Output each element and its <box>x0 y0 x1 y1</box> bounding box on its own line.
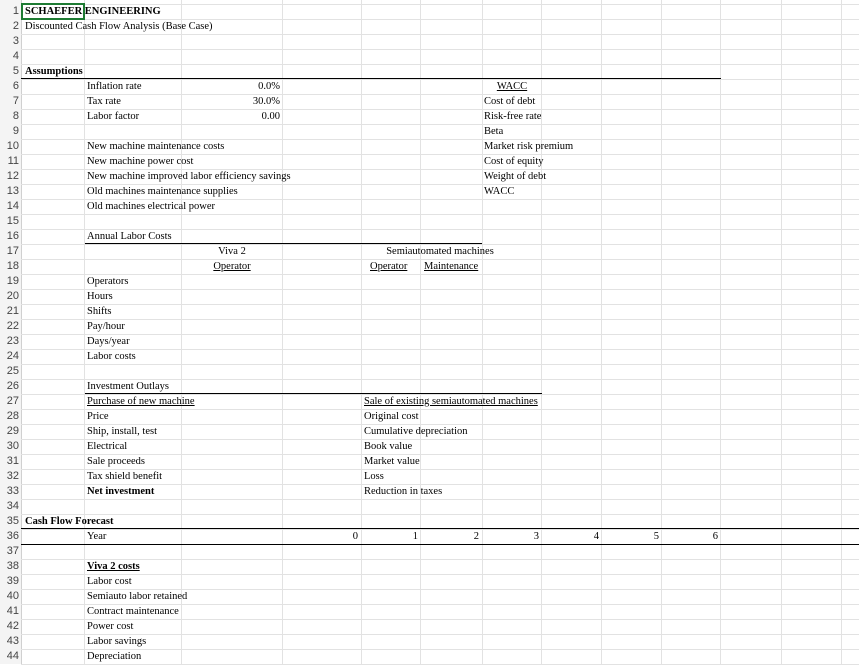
labor-item[interactable]: Hours <box>87 291 113 302</box>
row-number[interactable]: 44 <box>6 650 19 662</box>
inflation-rate-value[interactable]: 0.0% <box>258 81 280 92</box>
labor-item[interactable]: Shifts <box>87 306 112 317</box>
investment-left-item[interactable]: Ship, install, test <box>87 426 158 437</box>
cashflow-item[interactable]: Labor cost <box>87 576 132 587</box>
viva-title[interactable]: Viva 2 <box>218 246 246 257</box>
tax-rate-label[interactable]: Tax rate <box>87 96 121 107</box>
labor-item[interactable]: Pay/hour <box>87 321 125 332</box>
labor-factor-value[interactable]: 0.00 <box>261 111 280 122</box>
wacc-header[interactable]: WACC <box>496 81 528 92</box>
investment-left-item[interactable]: Purchase of new machine <box>87 396 195 407</box>
wacc-item[interactable]: Risk-free rate <box>484 111 542 122</box>
row-number[interactable]: 19 <box>6 275 19 287</box>
row-number[interactable]: 11 <box>7 155 19 167</box>
year-cell[interactable]: 4 <box>593 531 599 542</box>
row-number[interactable]: 31 <box>6 455 19 467</box>
row-number[interactable]: 29 <box>6 425 19 437</box>
row-number[interactable]: 28 <box>6 410 19 422</box>
row-number[interactable]: 17 <box>6 245 19 257</box>
row-number[interactable]: 10 <box>6 140 19 152</box>
investment-right-item[interactable]: Loss <box>364 471 384 482</box>
row-header-column <box>0 0 22 664</box>
wacc-item[interactable]: Weight of debt <box>484 171 547 182</box>
subtitle-cell[interactable]: Discounted Cash Flow Analysis (Base Case) <box>25 21 213 32</box>
investment-right-item[interactable]: Reduction in taxes <box>364 486 443 497</box>
labor-header[interactable]: Annual Labor Costs <box>87 231 172 242</box>
semi-operator-header[interactable]: Operator <box>370 261 408 272</box>
row-number[interactable]: 14 <box>6 200 19 212</box>
investment-right-item[interactable]: Cumulative depreciation <box>364 426 468 437</box>
wacc-item[interactable]: Cost of debt <box>484 96 536 107</box>
row-number[interactable]: 24 <box>6 350 19 362</box>
cashflow-border-bottom <box>21 544 859 545</box>
company-name-cell[interactable]: SCHAEFER ENGINEERING <box>25 6 161 17</box>
row-number[interactable]: 38 <box>6 560 19 572</box>
row-number[interactable]: 37 <box>6 545 19 557</box>
year-cell[interactable]: 5 <box>653 531 659 542</box>
viva-operator-header[interactable]: Operator <box>213 261 251 272</box>
row-number[interactable]: 22 <box>6 320 19 332</box>
row-number[interactable]: 32 <box>6 470 19 482</box>
semi-title[interactable]: Semiautomated machines <box>386 246 494 257</box>
row-number[interactable]: 39 <box>6 575 19 587</box>
row-number[interactable]: 13 <box>6 185 19 197</box>
row-number[interactable]: 25 <box>6 365 19 377</box>
labor-item[interactable]: Days/year <box>87 336 130 347</box>
assumptions-header[interactable]: Assumptions <box>25 66 83 77</box>
row-number[interactable]: 8 <box>12 110 19 122</box>
row-number[interactable]: 7 <box>12 95 19 107</box>
row-number[interactable]: 20 <box>6 290 19 302</box>
row-number[interactable]: 42 <box>6 620 19 632</box>
row-number[interactable]: 41 <box>6 605 19 617</box>
row-number[interactable]: 40 <box>6 590 19 602</box>
row-number[interactable]: 2 <box>12 20 19 32</box>
row-number[interactable]: 12 <box>6 170 19 182</box>
investment-left-item[interactable]: Tax shield benefit <box>87 471 163 482</box>
cashflow-item[interactable]: Contract maintenance <box>87 606 179 617</box>
row-number[interactable]: 23 <box>6 335 19 347</box>
row-number[interactable]: 3 <box>12 35 19 47</box>
cost-item[interactable]: Old machines electrical power <box>87 201 215 212</box>
cashflow-item[interactable]: Semiauto labor retained <box>87 591 188 602</box>
wacc-item[interactable]: Market risk premium <box>484 141 574 152</box>
investment-header[interactable]: Investment Outlays <box>87 381 169 392</box>
wacc-item[interactable]: WACC <box>484 186 515 197</box>
semi-maintenance-header[interactable]: Maintenance <box>424 261 479 272</box>
row-number[interactable]: 26 <box>6 380 19 392</box>
labor-factor-label[interactable]: Labor factor <box>87 111 140 122</box>
investment-left-item[interactable]: Price <box>87 411 109 422</box>
row-number[interactable]: 36 <box>6 530 19 542</box>
row-number[interactable]: 16 <box>6 230 19 242</box>
year-label[interactable]: Year <box>87 531 107 542</box>
row-number[interactable]: 33 <box>6 485 19 497</box>
wacc-item[interactable]: Beta <box>484 126 504 137</box>
year-cell[interactable]: 1 <box>412 531 418 542</box>
cashflow-item[interactable]: Power cost <box>87 621 134 632</box>
row-number[interactable]: 4 <box>12 50 19 62</box>
cost-item[interactable]: Old machines maintenance supplies <box>87 186 238 197</box>
cost-item[interactable]: New machine power cost <box>87 156 194 167</box>
row-number[interactable]: 18 <box>6 260 19 272</box>
net-investment-label[interactable]: Net investment <box>87 486 155 497</box>
row-number[interactable]: 43 <box>6 635 19 647</box>
row-number[interactable]: 5 <box>12 65 19 77</box>
investment-right-item[interactable]: Sale of existing semiautomated machines <box>364 396 538 407</box>
row-number[interactable]: 35 <box>6 515 19 527</box>
investment-left-item[interactable]: Sale proceeds <box>87 456 146 467</box>
investment-right-item[interactable]: Book value <box>364 441 413 452</box>
labor-item[interactable]: Labor costs <box>87 351 136 362</box>
year-cell[interactable]: 2 <box>473 531 479 542</box>
tax-rate-value[interactable]: 30.0% <box>252 96 280 107</box>
row-number[interactable]: 30 <box>6 440 19 452</box>
cashflow-item[interactable]: Labor savings <box>87 636 147 647</box>
investment-left-item[interactable]: Electrical <box>87 441 128 452</box>
row-number[interactable]: 21 <box>6 305 19 317</box>
viva-costs-header[interactable]: Viva 2 costs <box>87 561 140 572</box>
cashflow-item[interactable]: Depreciation <box>87 651 142 662</box>
inflation-rate-label[interactable]: Inflation rate <box>87 81 142 92</box>
investment-right-item[interactable]: Original cost <box>364 411 419 422</box>
wacc-item[interactable]: Cost of equity <box>484 156 544 167</box>
labor-item[interactable]: Operators <box>87 276 129 287</box>
year-cell[interactable]: 6 <box>712 531 718 542</box>
year-cell[interactable]: 3 <box>533 531 539 542</box>
row-number[interactable]: 9 <box>12 125 19 137</box>
year-cell[interactable]: 0 <box>352 531 358 542</box>
cost-item[interactable]: New machine improved labor efficiency savings <box>87 171 291 182</box>
row-number[interactable]: 15 <box>6 215 19 227</box>
investment-right-item[interactable]: Market value <box>364 456 420 467</box>
row-number[interactable]: 27 <box>6 395 19 407</box>
row-number[interactable]: 1 <box>12 5 19 17</box>
row-number[interactable]: 6 <box>12 80 19 92</box>
cost-item[interactable]: New machine maintenance costs <box>87 141 225 152</box>
row-number[interactable]: 34 <box>6 500 19 512</box>
cashflow-header[interactable]: Cash Flow Forecast <box>25 516 114 527</box>
